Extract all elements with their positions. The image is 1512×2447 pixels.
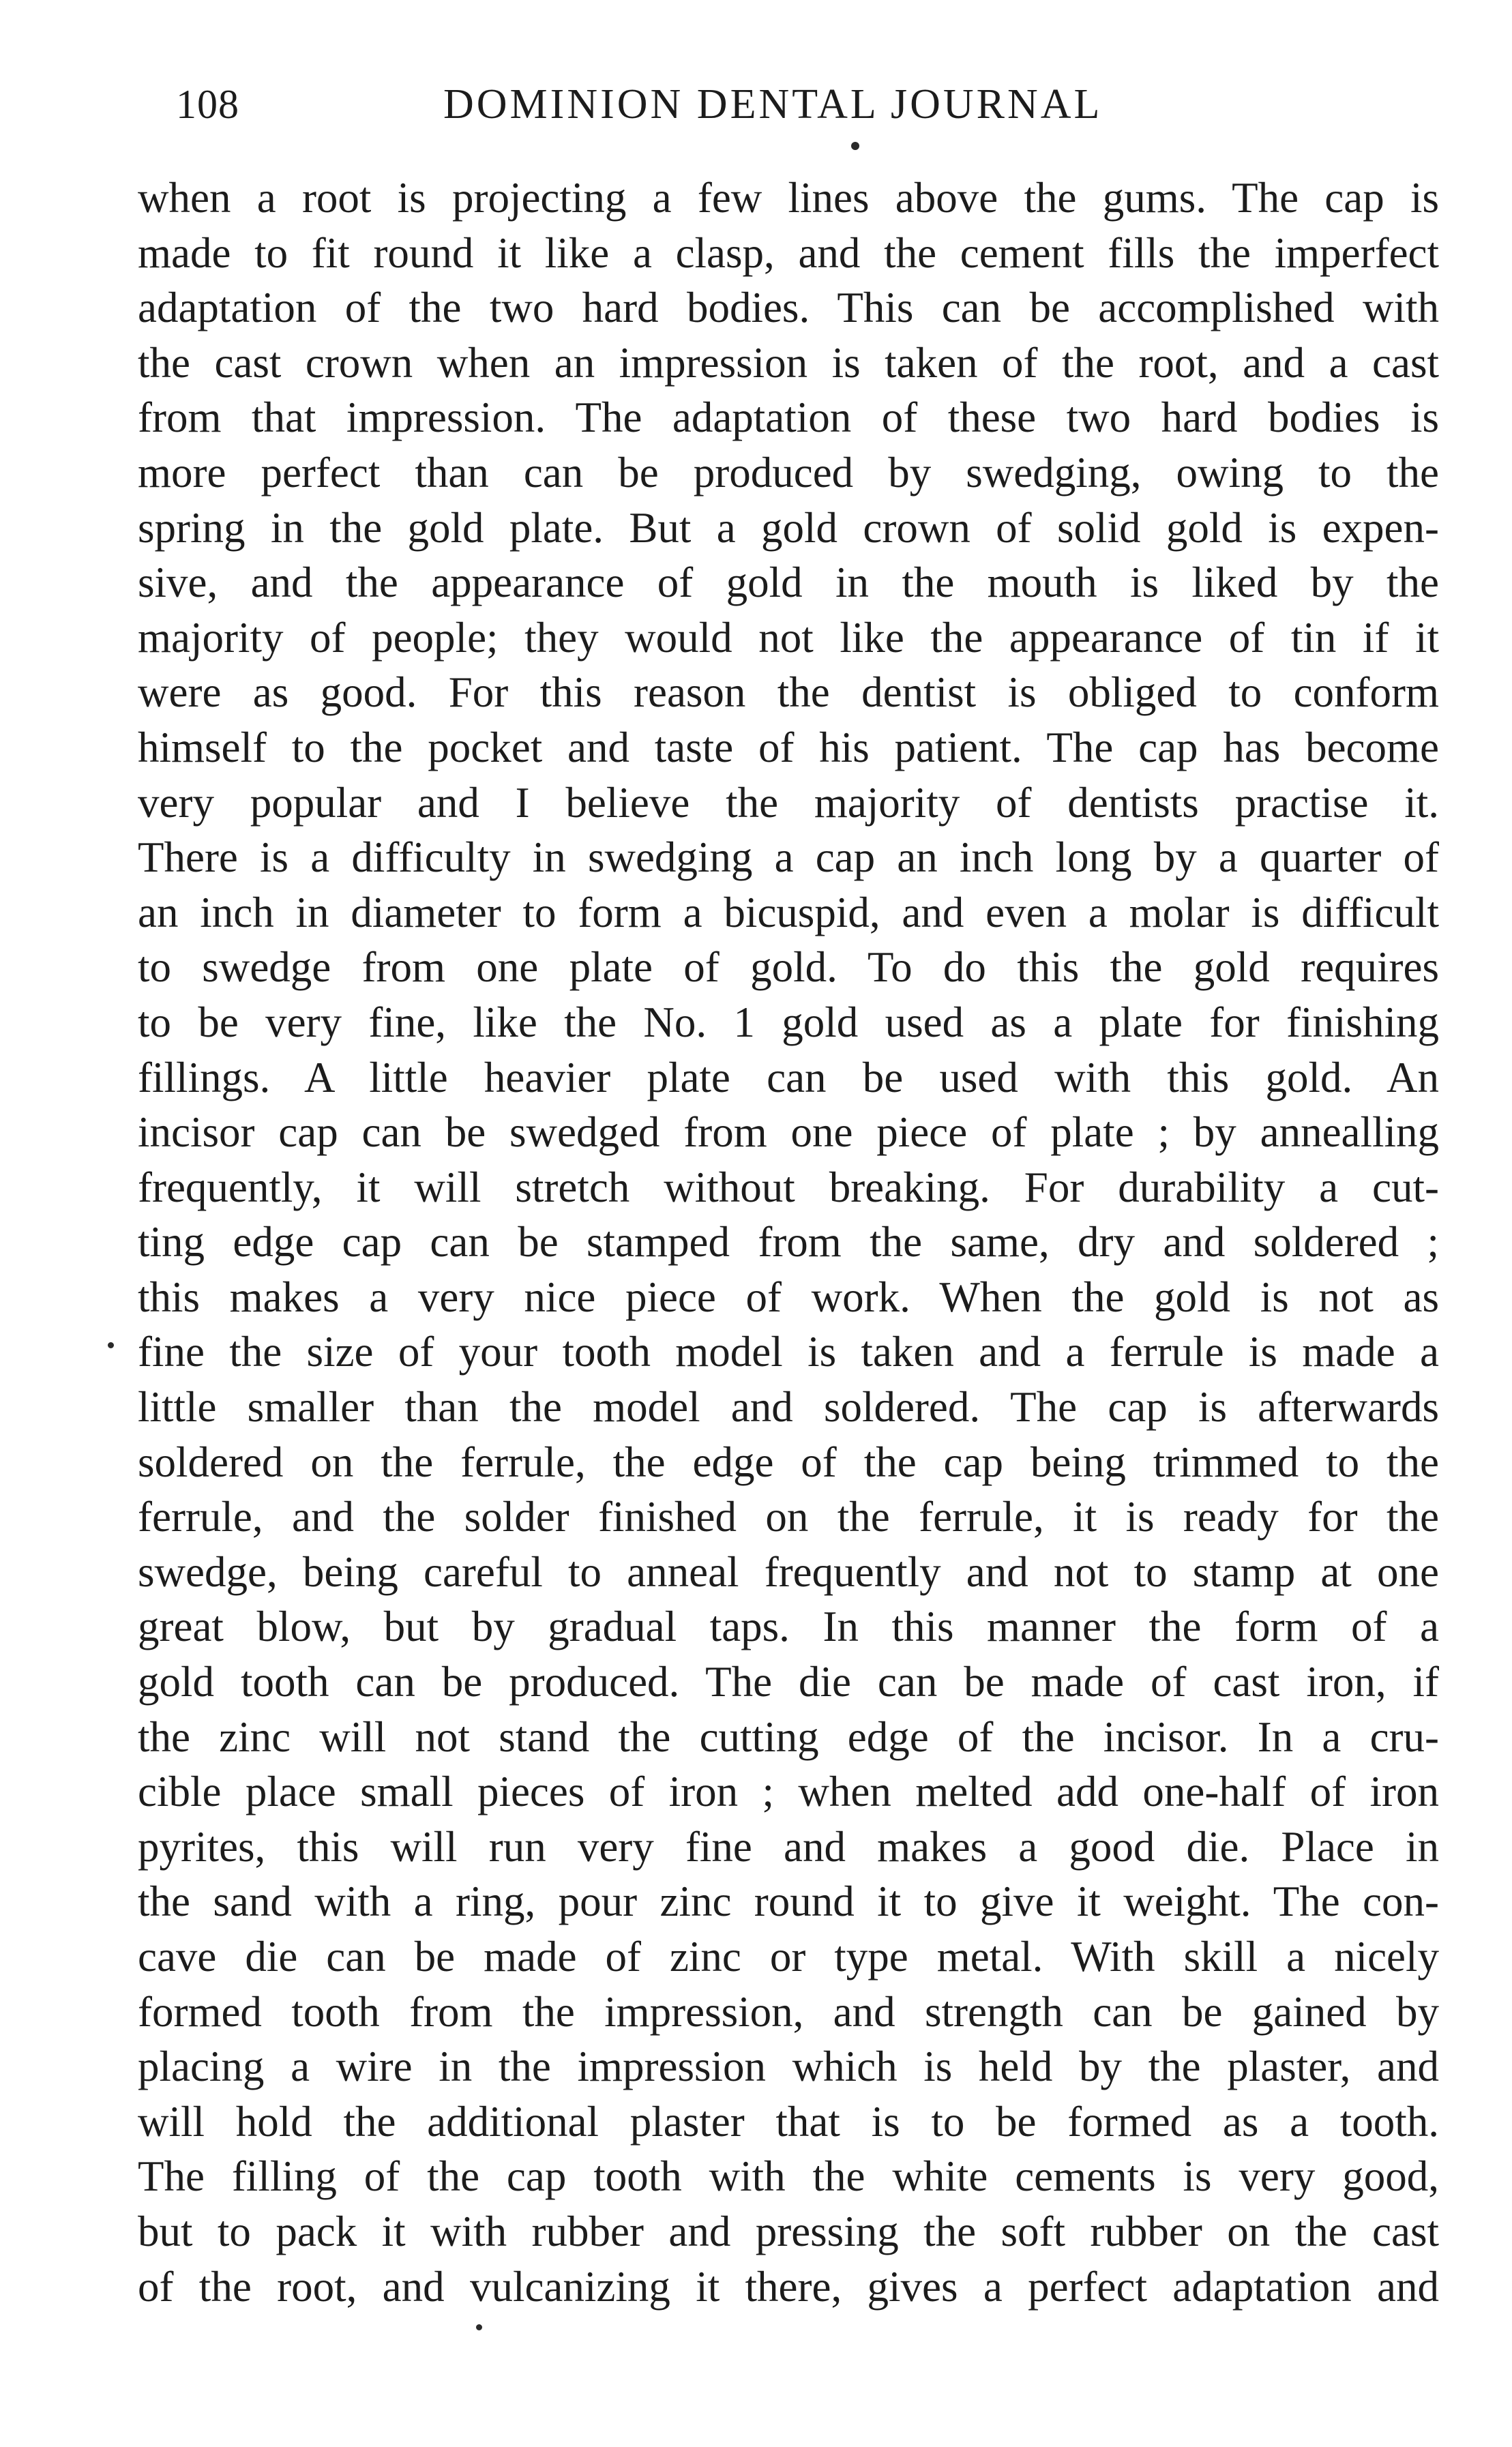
- ink-speck: [476, 2324, 482, 2330]
- text-line: fine the size of your tooth model is taken and a ferrule is made a: [138, 1328, 1439, 1376]
- text-line: from that impression. The adaptation of these two hard bodies is: [138, 394, 1439, 442]
- text-line: cave die can be made of zinc or type metal. With skill a nicely: [138, 1933, 1439, 1981]
- text-line: an inch in diameter to form a bicuspid, and even a molar is difficult: [138, 888, 1439, 936]
- text-line: were as good. For this reason the dentist is obliged to conform: [138, 668, 1439, 717]
- text-line: the sand with a ring, pour zinc round it to give it weight. The con-: [138, 1878, 1439, 1926]
- text-line: to swedge from one plate of gold. To do this the gold requires: [138, 943, 1439, 992]
- text-line: spring in the gold plate. But a gold crown of solid gold is expen-: [138, 503, 1439, 552]
- text-line: cible place small pieces of iron ; when melted add one-half of iron: [138, 1768, 1439, 1816]
- text-line: but to pack it with rubber and pressing the soft rubber on the cast: [138, 2207, 1439, 2255]
- text-line: placing a wire in the impression which is held by the plaster, and: [138, 2043, 1439, 2091]
- text-line: majority of people; they would not like the appearance of tin if it: [138, 613, 1439, 662]
- running-title: DOMINION DENTAL JOURNAL: [443, 81, 1103, 128]
- ink-speck: [851, 142, 859, 150]
- body-text: [138, 170, 1439, 2314]
- text-line: frequently, it will stretch without breaking. For durability a cut-: [138, 1163, 1439, 1211]
- text-line: fillings. A little heavier plate can be used with this gold. An: [138, 1053, 1439, 1101]
- text-line: pyrites, this will run very fine and makes a good die. Place in: [138, 1822, 1439, 1871]
- text-line: There is a difficulty in swedging a cap an inch long by a quarter of: [138, 833, 1439, 882]
- text-line: incisor cap can be swedged from one piece of plate ; by annealling: [138, 1108, 1439, 1157]
- text-line: The filling of the cap tooth with the white cements is very good,: [138, 2152, 1439, 2201]
- text-line: himself to the pocket and taste of his patient. The cap has become: [138, 723, 1439, 771]
- text-line: made to fit round it like a clasp, and the cement fills the imperfect: [138, 228, 1439, 277]
- page-number: 108: [176, 82, 239, 127]
- text-line: ferrule, and the solder finished on the ferrule, it is ready for the: [138, 1493, 1439, 1541]
- text-line: ting edge cap can be stamped from the same, dry and soldered ;: [138, 1218, 1439, 1266]
- text-line: when a root is projecting a few lines above the gums. The cap is: [138, 174, 1439, 222]
- text-line: swedge, being careful to anneal frequently and not to stamp at one: [138, 1547, 1439, 1596]
- text-line: great blow, but by gradual taps. In this manner the form of a: [138, 1603, 1439, 1651]
- text-line: will hold the additional plaster that is to be formed as a tooth.: [138, 2097, 1439, 2146]
- text-line: formed tooth from the impression, and strength can be gained by: [138, 1987, 1439, 2036]
- ink-speck: [108, 1342, 114, 1348]
- text-line: little smaller than the model and soldered. The cap is afterwards: [138, 1383, 1439, 1432]
- text-line: of the root, and vulcanizing it there, gives a perfect adaptation and: [138, 2262, 1439, 2311]
- text-line: more perfect than can be produced by swedging, owing to the: [138, 448, 1439, 496]
- text-line: gold tooth can be produced. The die can be made of cast iron, if: [138, 1658, 1439, 1706]
- text-line: sive, and the appearance of gold in the mouth is liked by the: [138, 559, 1439, 607]
- text-line: the cast crown when an impression is taken of the root, and a cast: [138, 338, 1439, 387]
- text-line: this makes a very nice piece of work. When the gold is not as: [138, 1273, 1439, 1321]
- text-line: adaptation of the two hard bodies. This can be accomplished with: [138, 284, 1439, 332]
- text-line: soldered on the ferrule, the edge of the cap being trimmed to the: [138, 1438, 1439, 1486]
- text-line: very popular and I believe the majority of dentists practise it.: [138, 778, 1439, 827]
- text-line: to be very fine, like the No. 1 gold used as a plate for finishing: [138, 998, 1439, 1046]
- text-line: the zinc will not stand the cutting edge of the incisor. In a cru-: [138, 1712, 1439, 1761]
